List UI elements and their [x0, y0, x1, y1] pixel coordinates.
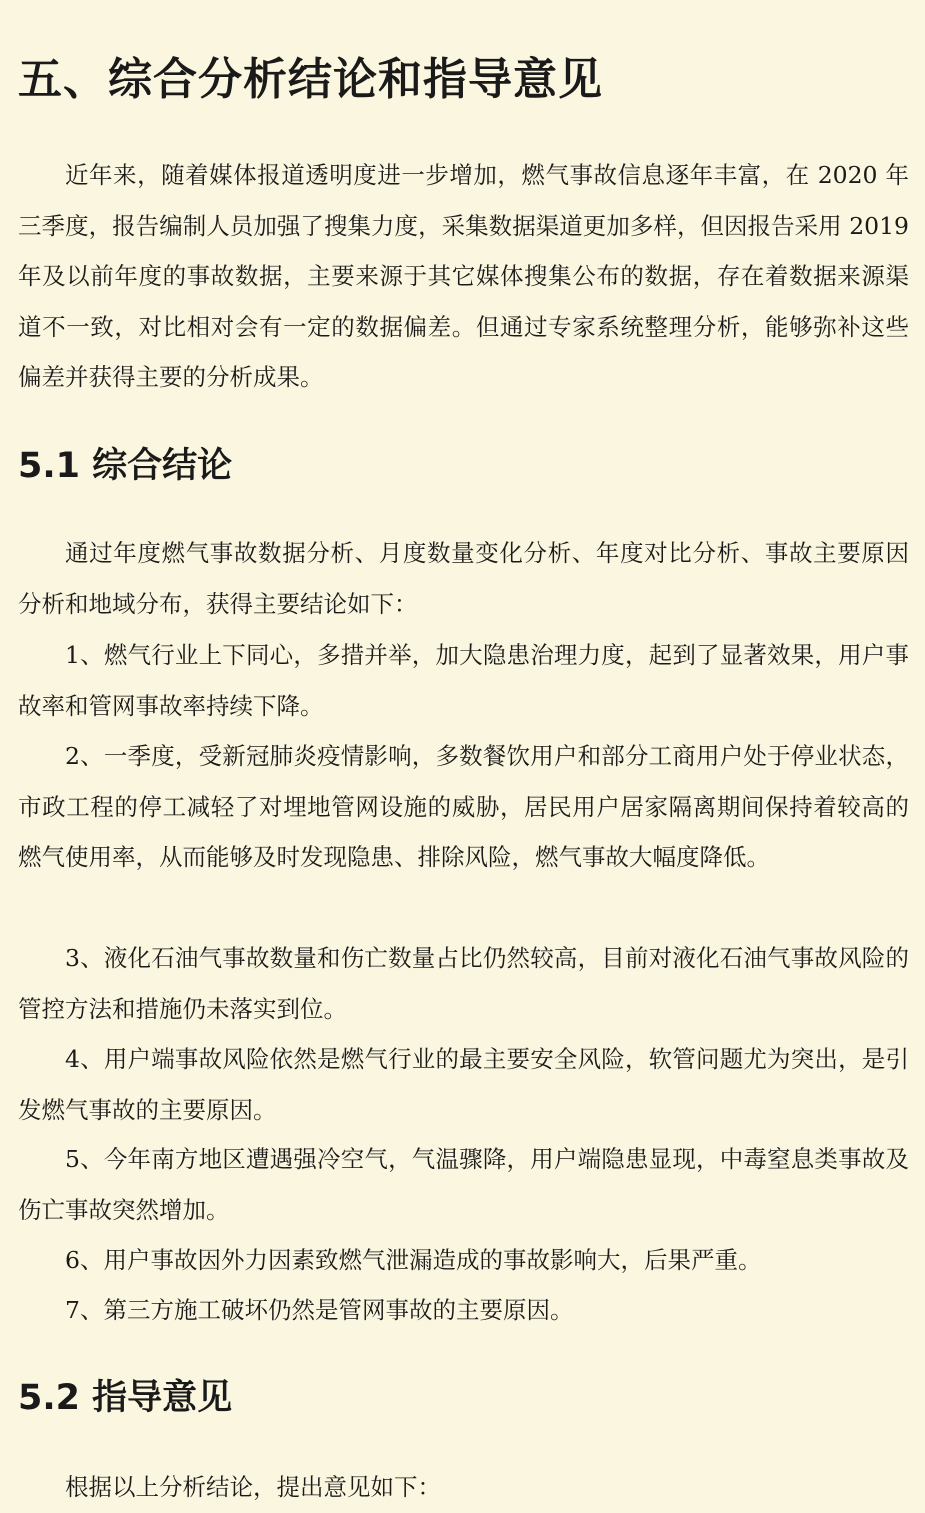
- section-title: 五、综合分析结论和指导意见: [18, 54, 603, 105]
- conclusion-item: 3、液化石油气事故数量和伤亡数量占比仍然较高，目前对液化石油气事故风险的管控方法和措施仍未落实到位。: [18, 944, 909, 1023]
- conclusion-item: 2、一季度，受新冠肺炎疫情影响，多数餐饮用户和部分工商用户处于停业状态，市政工程的停工减轻了对埋地管网设施的威胁，居民用户居家隔离期间保持着较高的燃气使用率，从而能够及时发现隐患、排除风险，燃气事故大幅度降低。: [18, 742, 909, 871]
- guidance-heading: 5.2 指导意见: [18, 1378, 233, 1418]
- conclusion-item: 4、用户端事故风险依然是燃气行业的最主要安全风险，软管问题尤为突出，是引发燃气事故的主要原因。: [18, 1045, 909, 1124]
- conclusion-item: 7、第三方施工破坏仍然是管网事故的主要原因。: [65, 1296, 574, 1324]
- guidance-intro-paragraph: 根据以上分析结论，提出意见如下：: [65, 1473, 441, 1501]
- conclusion-item: 5、今年南方地区遭遇强冷空气，气温骤降，用户端隐患显现，中毒窒息类事故及伤亡事故突然增加。: [18, 1145, 909, 1224]
- intro-paragraph: 近年来，随着媒体报道透明度进一步增加，燃气事故信息逐年丰富，在 2020 年三季度，报告编制人员加强了搜集力度，采集数据渠道更加多样，但因报告采用 2019 年及以前年度的事故数据，主要来源于其它媒体搜集公布的数据，存在着数据来源渠道不一致，对比相对会有一定的数据偏差。但通过专家系统整理分析，能够弥补这些偏差并获得主要的分析成果。: [18, 161, 909, 391]
- conclusions-heading: 5.1 综合结论: [18, 446, 233, 486]
- conclusion-item: 1、燃气行业上下同心，多措并举，加大隐患治理力度，起到了显著效果，用户事故率和管网事故率持续下降。: [18, 641, 909, 720]
- conclusions-intro-paragraph: 通过年度燃气事故数据分析、月度数量变化分析、年度对比分析、事故主要原因分析和地域分布，获得主要结论如下：: [18, 539, 909, 618]
- conclusion-item: 6、用户事故因外力因素致燃气泄漏造成的事故影响大，后果严重。: [65, 1246, 762, 1274]
